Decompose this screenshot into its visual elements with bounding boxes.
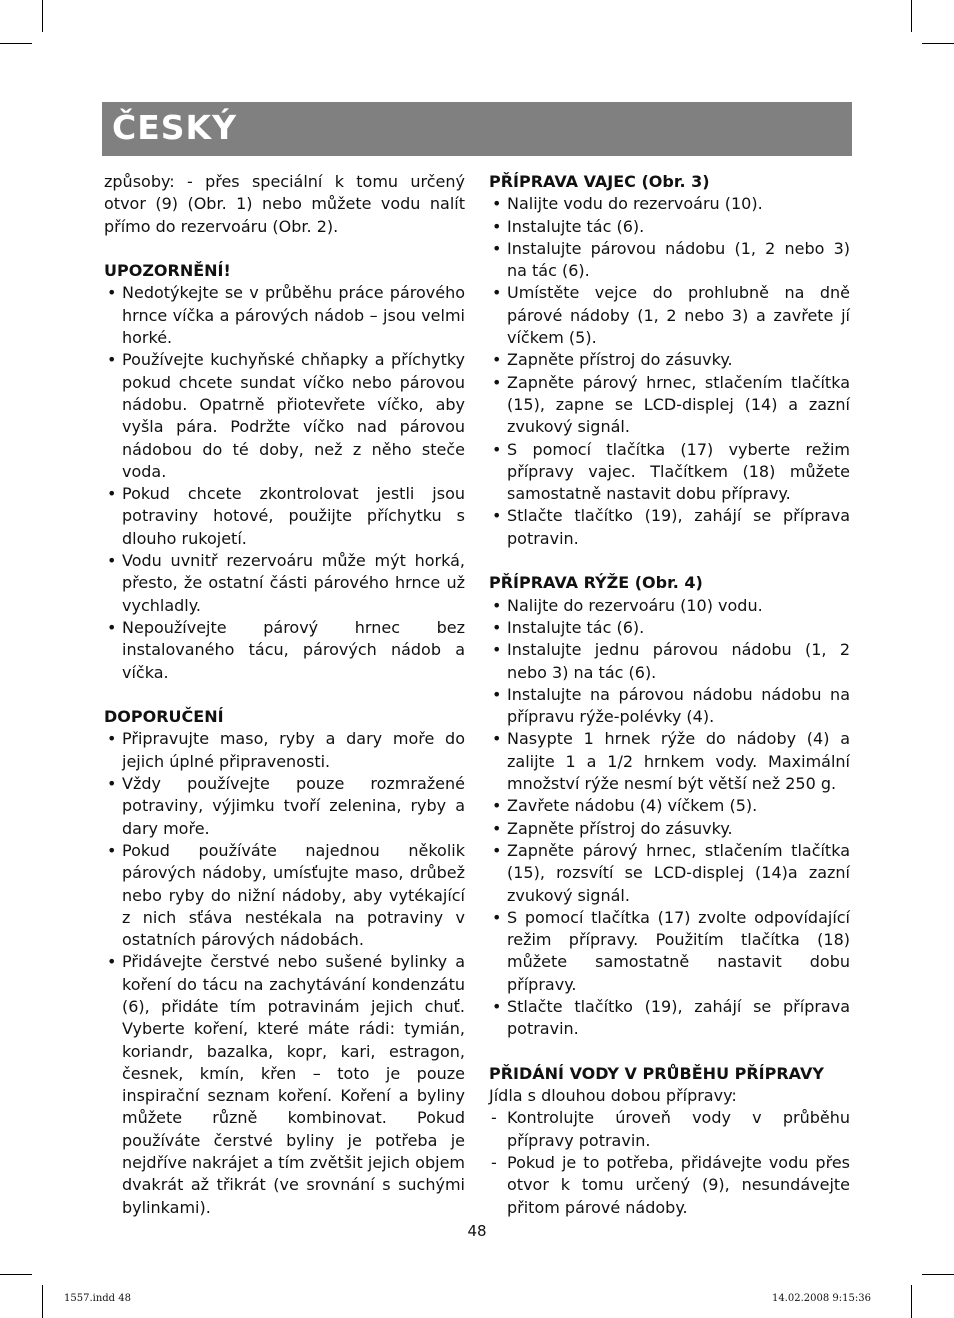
- list-item: • Umístěte vejce do prohlubně na dně párové nádoby (1, 2 nebo 3) a zavřete jí víčkem (5).: [489, 282, 850, 349]
- crop-mark: [911, 0, 912, 32]
- list-item: • Vodu uvnitř rezervoáru může mýt horká, přesto, že ostatní části párového hrnce už vychladly.: [104, 550, 465, 617]
- list-item: • Nasypte 1 hrnek rýže do nádoby (4) a zalijte 1 a 1/2 hrnkem vody. Maximální množství rýže nesmí být větší než 250 g.: [489, 728, 850, 795]
- eggs-heading: PŘÍPRAVA VAJEC (Obr. 3): [489, 172, 710, 191]
- rice-heading: PŘÍPRAVA RÝŽE (Obr. 4): [489, 573, 703, 593]
- language-banner: [102, 102, 852, 156]
- water-list: [489, 1107, 850, 1218]
- water-heading: PŘIDÁNÍ VODY V PRŮBĚHU PŘÍPRAVY: [489, 1063, 824, 1083]
- list-item: • Nepoužívejte párový hrnec bez instalovaného tácu, párových nádob a víčka.: [104, 617, 465, 684]
- crop-mark: [911, 1285, 912, 1318]
- list-item: • Instalujte na párovou nádobu nádobu na přípravu rýže-polévky (4).: [489, 684, 850, 729]
- list-item: • Instalujte párovou nádobu (1, 2 nebo 3) na tác (6).: [489, 238, 850, 283]
- warning-list: [104, 282, 465, 683]
- list-item: • Instalujte jednu párovou nádobu (1, 2 nebo 3) na tác (6).: [489, 639, 850, 684]
- recommendation-heading: DOPORUČENÍ: [104, 707, 224, 727]
- list-item: • Vždy používejte pouze rozmražené potraviny, výjimku tvoří zelenina, ryby a dary moře.: [104, 773, 465, 840]
- left-column: [104, 171, 465, 1219]
- page-number: 48: [467, 1222, 487, 1240]
- list-item: • Pokud používáte najednou několik párových nádoby, umísťujte maso, drůbež nebo ryby do nižní nádoby, aby vytékající z nich sťáva nestékala na potraviny v ostatních párových nádobách.: [104, 840, 465, 951]
- crop-mark: [922, 1274, 954, 1275]
- crop-mark: [42, 0, 43, 32]
- list-item: - Kontrolujte úroveň vody v průběhu přípravy potravin.: [489, 1107, 850, 1152]
- list-item: • Pokud chcete zkontrolovat jestli jsou potraviny hotové, použijte příchytku s dlouho rukojetí.: [104, 483, 465, 550]
- list-item: • S pomocí tlačítka (17) zvolte odpovídající režim přípravy. Použitím tlačítka (18) můžete samostatně nastavit dobu přípravy.: [489, 907, 850, 996]
- list-item: • Instalujte tác (6).: [489, 216, 850, 238]
- list-item: • Instalujte tác (6).: [489, 617, 850, 639]
- right-column: [489, 171, 850, 1219]
- list-item: • Stlačte tlačítko (19), zahájí se příprava potravin.: [489, 505, 850, 550]
- crop-mark: [922, 43, 954, 44]
- list-item: • Nalijte vodu do rezervoáru (10).: [489, 193, 850, 215]
- warning-heading: UPOZORNĚNÍ!: [104, 261, 231, 281]
- list-item: - Pokud je to potřeba, přidávejte vodu přes otvor k tomu určený (9), nesundávejte přitom párové nádoby.: [489, 1152, 850, 1219]
- list-item: • Zapněte přístroj do zásuvky.: [489, 818, 850, 840]
- list-item: • Zapněte párový hrnec, stlačením tlačítka (15), zapne se LCD-displej (14) a zazní zvukový signál.: [489, 372, 850, 439]
- rice-list: [489, 595, 850, 1041]
- list-item: • Přidávejte čerstvé nebo sušené bylinky a koření do tácu na zachytávání kondenzátu (6), přidáte tím potravinám jejich chuť. Vyberte koření, které máte rádi: tymián, koriandr, bazalka, kopr, kari, estragon, česnek, kmín, křen – toto je pouze inspirační seznam koření. Koření a byliny můžete různě kombinovat. Pokud používáte čerstvé byliny je potřeba je nejdříve nakrájet a tím zvětšit jejich objem dvakrát až třikrát (ve srovnání s suchými bylinkami).: [104, 951, 465, 1219]
- list-item: • Stlačte tlačítko (19), zahájí se příprava potravin.: [489, 996, 850, 1041]
- list-item: • Používejte kuchyňské chňapky a příchytky pokud chcete sundat víčko nebo párovou nádobu. Opatrně přiotevřete víčko, aby vyšla pára. Podržte víčko nad párovou nádobou do té doby, než z něho steče voda.: [104, 349, 465, 483]
- list-item: • S pomocí tlačítka (17) vyberte režim přípravy vajec. Tlačítkem (18) můžete samostatně nastavit dobu přípravy.: [489, 439, 850, 506]
- list-item: • Nalijte do rezervoáru (10) vodu.: [489, 595, 850, 617]
- intro-paragraph: způsoby: - přes speciální k tomu určený otvor (9) (Obr. 1) nebo můžete vodu nalít přímo do rezervoáru (Obr. 2).: [104, 172, 465, 236]
- list-item: • Připravujte maso, ryby a dary moře do jejich úplné připravenosti.: [104, 728, 465, 773]
- crop-mark: [0, 1274, 32, 1275]
- list-item: • Zapněte přístroj do zásuvky.: [489, 349, 850, 371]
- list-item: • Zapněte párový hrnec, stlačením tlačítka (15), rozsvítí se LCD-displej (14)a zazní zvukový signál.: [489, 840, 850, 907]
- eggs-list: [489, 193, 850, 550]
- crop-mark: [42, 1285, 43, 1318]
- print-file-info: 1557.indd 48: [64, 1293, 131, 1304]
- water-intro: Jídla s dlouhou dobou přípravy:: [489, 1086, 737, 1106]
- recommendation-list: [104, 728, 465, 1219]
- print-date-info: 14.02.2008 9:15:36: [772, 1293, 871, 1304]
- language-title: ČESKÝ: [112, 108, 237, 147]
- list-item: • Zavřete nádobu (4) víčkem (5).: [489, 795, 850, 817]
- crop-mark: [0, 43, 32, 44]
- list-item: • Nedotýkejte se v průběhu práce párového hrnce víčka a párových nádob – jsou velmi horké.: [104, 282, 465, 349]
